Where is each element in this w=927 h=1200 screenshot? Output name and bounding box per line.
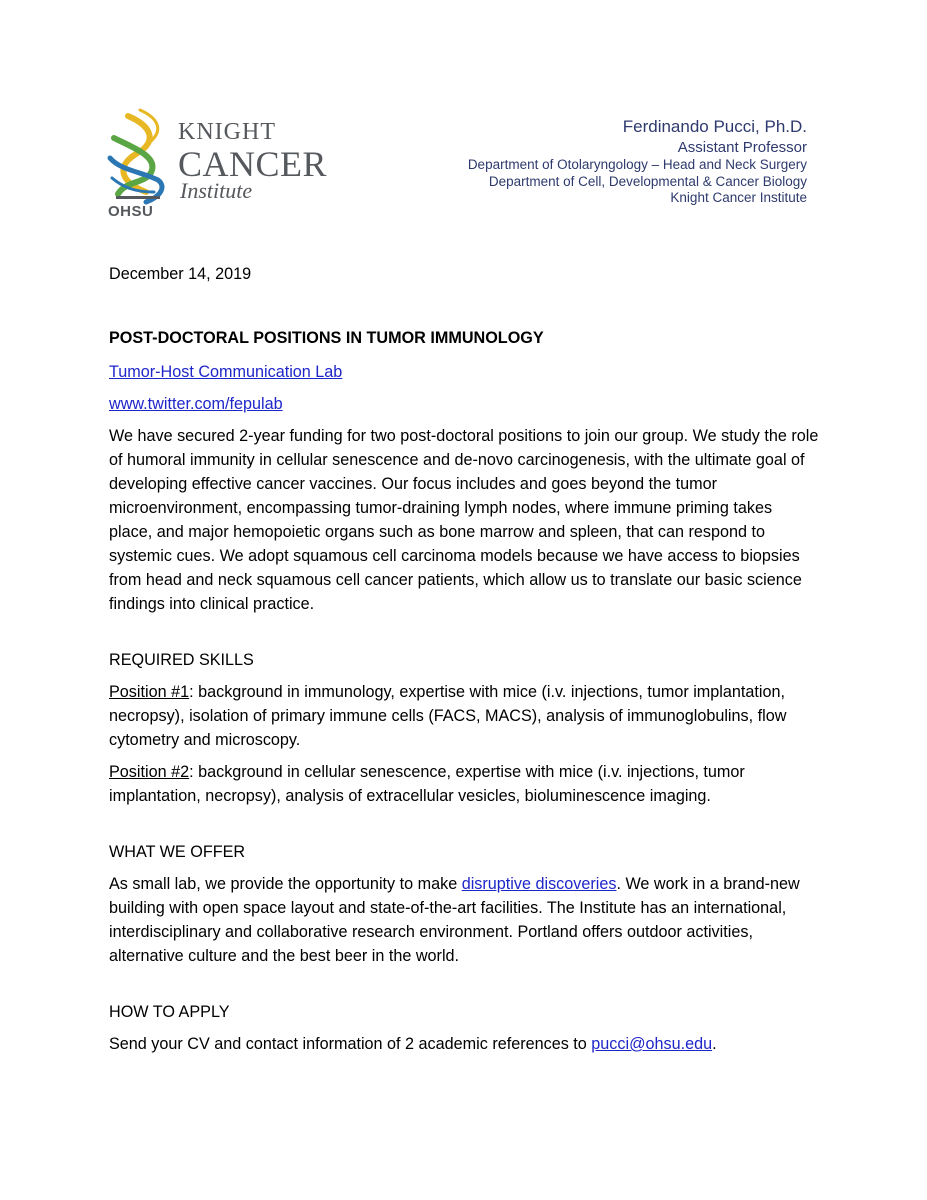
offer-paragraph [109, 872, 819, 968]
sender-title: Assistant Professor [677, 139, 807, 156]
sender-department: Department of Cell, Developmental & Cancer Biology [488, 173, 807, 189]
required-skills-title: REQUIRED SKILLS [109, 651, 254, 669]
apply-text-after: . [712, 1035, 717, 1053]
apply-paragraph [109, 1032, 819, 1056]
knight-cancer-institute-logo [106, 108, 336, 218]
sender-name: Ferdinando Pucci, Ph.D. [622, 117, 807, 136]
sender-department: Knight Cancer Institute [670, 190, 807, 205]
what-we-offer-title: WHAT WE OFFER [109, 843, 246, 861]
offer-text-before: As small lab, we provide the opportunity to make [109, 875, 462, 893]
email-link[interactable]: pucci@ohsu.edu [591, 1035, 713, 1053]
position-1-text: : background in immunology, expertise with mice (i.v. injections, tumor implantation, necropsy), isolation of primary immune cells (FACS, MACS), analysis of immunoglobulins, flow cytometry and microscopy. [109, 683, 787, 749]
letter-body [109, 262, 819, 1056]
position-1-paragraph [109, 680, 819, 752]
apply-text-before: Send your CV and contact information of 2 academic references to [109, 1035, 592, 1053]
sender-department: Department of Otolaryngology – Head and Neck Surgery [467, 157, 807, 172]
sender-block [387, 116, 807, 207]
letter-heading: POST-DOCTORAL POSITIONS IN TUMOR IMMUNOLOGY [109, 329, 544, 347]
position-2-text: : background in cellular senescence, expertise with mice (i.v. injections, tumor implantation, necropsy), analysis of extracellular vesicles, bioluminescence imaging. [109, 763, 745, 805]
offer-text-after: . We work in a brand-new building with open space layout and state-of-the-art facilities. The Institute has an international, interdisciplinary and collaborative research environment. Portland offers outdoor activities, alternative culture and the best beer in the world. [109, 875, 800, 965]
logo-knight-text: KNIGHT [178, 119, 276, 145]
position-2-label: Position #2 [109, 763, 190, 781]
lab-website-link[interactable]: Tumor-Host Communication Lab [109, 363, 343, 381]
how-to-apply-title: HOW TO APPLY [109, 1003, 230, 1021]
twitter-link[interactable]: www.twitter.com/fepulab [109, 395, 283, 413]
logo-cancer-text: CANCER [178, 144, 328, 184]
disruptive-discoveries-link[interactable]: disruptive discoveries [461, 875, 617, 893]
logo-institute-text: Institute [180, 178, 253, 203]
ohsu-wordmark: OHSU [108, 203, 154, 220]
dna-helix-logo-icon [106, 108, 174, 218]
intro-paragraph: We have secured 2-year funding for two post-doctoral positions to join our group. We study the role of humoral immunity in cellular senescence and de-novo carcinogenesis, with the ultimate goal of developing effective cancer vaccines. Our focus includes and goes beyond the tumor microenvironment, encompassing tumor-draining lymph nodes, where immune priming takes place, and major hemopoietic organs such as bone marrow and spleen, that can respond to systemic cues. We adopt squamous cell carcinoma models because we have access to biopsies from head and neck squamous cell cancer patients, which allow us to translate our basic science findings into clinical practice. [109, 427, 819, 613]
position-2-paragraph [109, 760, 819, 808]
position-1-label: Position #1 [109, 683, 190, 701]
letter-date: December 14, 2019 [109, 265, 252, 283]
